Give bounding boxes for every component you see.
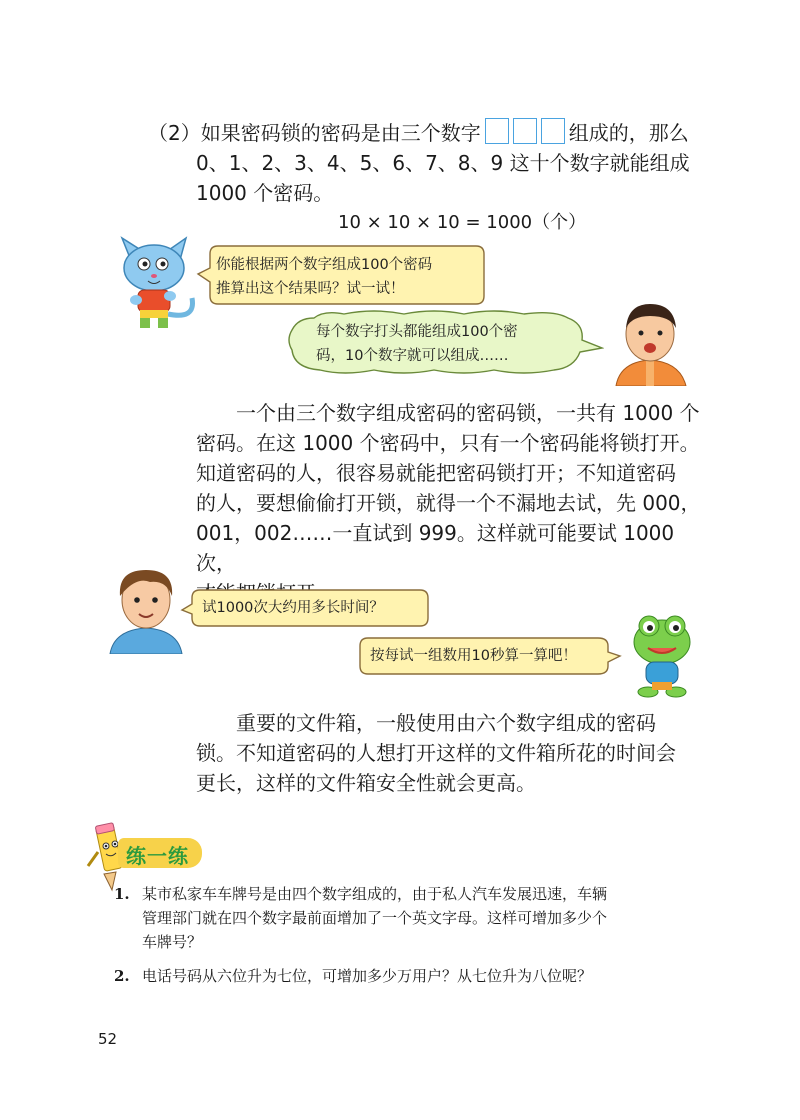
exercise-1: 1. 某市私家车车牌号是由四个数字组成的，由于私人汽车发展迅速，车辆 管理部门就在四个数字最前面增加了一个英文字母。这样可增加多少个 车牌号？ (114, 882, 674, 954)
page-number: 52 (98, 1030, 118, 1048)
part2-text (148, 118, 708, 208)
part2-line1: （2）如果密码锁的密码是由三个数字 组成的，那么 (148, 118, 708, 148)
part2-line3: 1000 个密码。 (196, 181, 334, 205)
frog-character-illustration (622, 612, 702, 698)
exercise-number: 2. (114, 967, 130, 985)
digit-box (485, 118, 509, 144)
bubble1-text: 你能根据两个数字组成100个密码 推算出这个结果吗？试一试！ (216, 257, 433, 297)
bubble3-text: 试1000次大约用多长时间？ (202, 600, 384, 616)
exercise-number: 1. (114, 885, 130, 903)
paragraph-1: 一个由三个数字组成密码的密码锁，一共有 1000 个 密码。在这 1000 个密码中，只有一个密码能将锁打开。 知道密码的人，很容易就能把密码锁打开；不知道密码 的人，要想偷偷打开锁，就得一个不漏地去试，先 000， 001，002……一直试到 999。这样就可能要试 1000 次， (196, 401, 701, 575)
bubble2-text: 每个数字打头都能组成100个密 码，10个数字就可以组成…… (316, 324, 518, 364)
exercise-2: 2. 电话号码从六位升为七位，可增加多少万用户？从七位升为八位呢？ (114, 964, 674, 988)
digit-box (513, 118, 537, 144)
part2-line2: 0、1、2、3、4、5、6、7、8、9 这十个数字就能组成 (196, 151, 690, 175)
bubble4-text: 按每试一组数用10秒算一算吧！ (370, 648, 577, 664)
paragraph-2: 重要的文件箱，一般使用由六个数字组成的密码 锁。不知道密码的人想打开这样的文件箱所花的时间会 更长，这样的文件箱安全性就会更高。 (196, 711, 676, 795)
boy-blue-sweater-illustration (108, 566, 184, 654)
digit-box (541, 118, 565, 144)
practice-title: 练一练 (126, 844, 189, 868)
formula: 10 × 10 × 10 = 1000（个） (338, 212, 587, 233)
digit-boxes (485, 118, 565, 144)
boy-character-illustration (610, 300, 692, 386)
cat-character-illustration (108, 236, 200, 332)
